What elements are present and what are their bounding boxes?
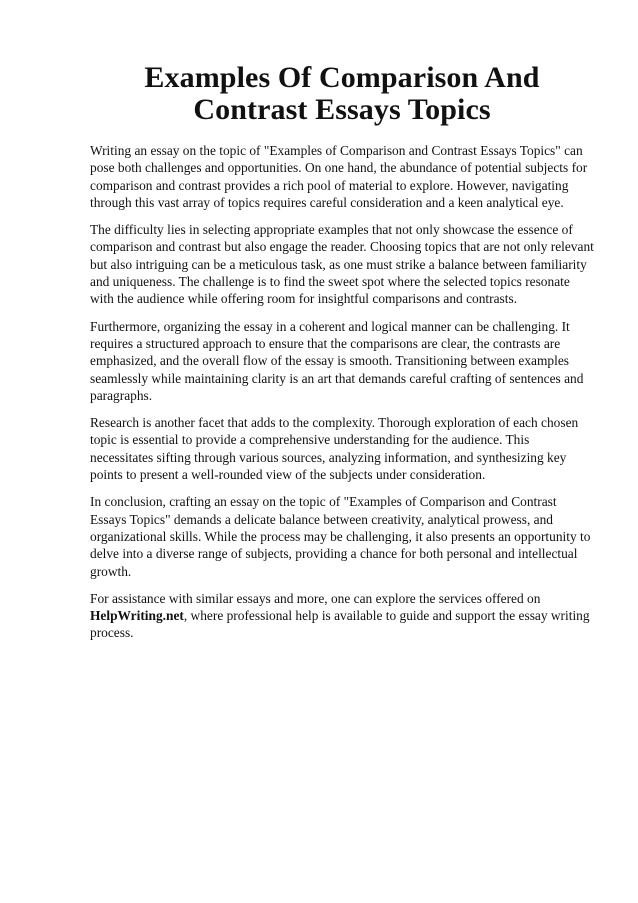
paragraph-difficulty: The difficulty lies in selecting appropriate examples that not only showcase the essence of comparison and contrast but also engage the reader. Choosing topics that are not only relevant but also intriguing can be a meticulous task, as one must strike a balance between familiarity and uniqueness. The challenge is to find the sweet spot where the selected topics resonate with the audience while offering room for insightful comparisons and contrasts. bbox=[90, 222, 594, 307]
brand-name: HelpWriting.net bbox=[90, 608, 184, 624]
paragraph-research: Research is another facet that adds to the complexity. Thorough exploration of each chosen topic is essential to provide a comprehensive understanding for the audience. This necessitates sifting through various sources, analyzing information, and synthesizing key points to present a well-rounded view of the subjects under consideration. bbox=[90, 415, 579, 483]
paragraph-intro: Writing an essay on the topic of "Examples of Comparison and Contrast Essays Topics" can pose both challenges and opportunities. On one hand, the abundance of potential subjects for comparison and contrast provides a rich pool of material to explore. However, navigating through this vast array of topics requires careful consideration and a keen analytical eye. bbox=[90, 143, 588, 210]
paragraph-conclusion: In conclusion, crafting an essay on the topic of "Examples of Comparison and Contrast Essays Topics" demands a delicate balance between creativity, analytical prowess, and organizational skills. While the process may be challenging, it also presents an opportunity to delve into a diverse range of subjects, providing a chance for both personal and intellectual growth. bbox=[90, 494, 591, 579]
document-title: Examples Of Comparison And Contrast Essays Topics bbox=[144, 61, 540, 126]
paragraph-organization: Furthermore, organizing the essay in a coherent and logical manner can be challenging. It requires a structured approach to ensure that the comparisons are clear, the contrasts are emphasized, and the overall flow of the essay is smooth. Transitioning between examples seamlessly while maintaining clarity is an art that demands careful crafting of sentences and paragraphs. bbox=[90, 318, 584, 403]
closing-text-before: For assistance with similar essays and more, one can explore the services offered on bbox=[90, 590, 541, 606]
closing-text-after: , where professional help is available to guide and support the essay writing process. bbox=[90, 608, 590, 641]
paragraph-closing bbox=[90, 590, 594, 642]
